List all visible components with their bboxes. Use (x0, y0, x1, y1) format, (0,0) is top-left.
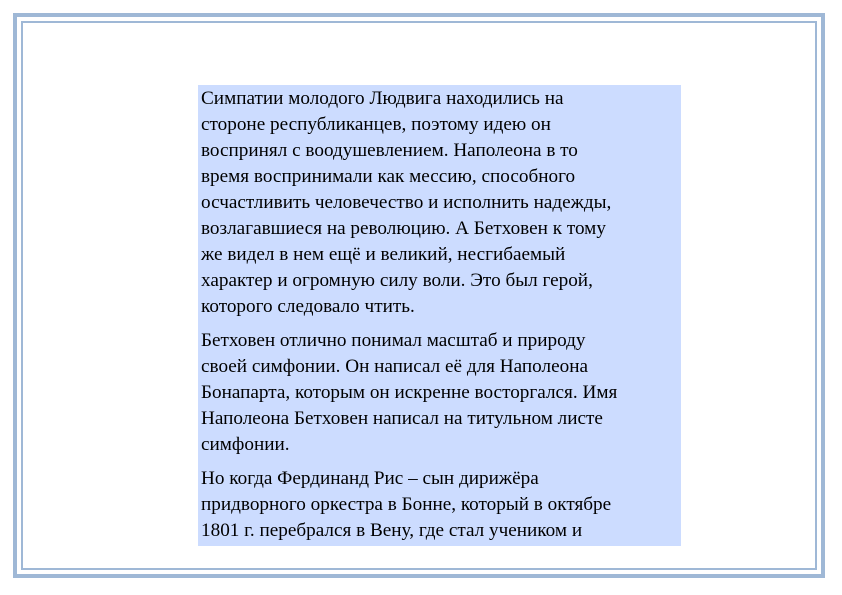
paragraph-3: Но когда Фердинанд Рис – сын дирижёра придворного оркестра в Бонне, который в октябре 1801 г. перебрался в Вену, где стал учеником и (201, 468, 612, 541)
text-block (198, 85, 681, 546)
paragraph-2: Бетховен отлично понимал масштаб и природу своей симфонии. Он написал её для Наполеона Бонапарта, которым он искренне восторгался. Имя Наполеона Бетховен написал на титульном листе симфонии. (201, 330, 618, 455)
paragraph-1: Симпатии молодого Людвига находились на стороне республиканцев, поэтому идею он воспринял с воодушевлением. Наполеона в то время воспринимали как мессию, способного осчастливить человечество и исполнить надежды, возлагавшиеся на революцию. А Бетховен к тому же видел в нем ещё и великий, несгибаемый характер и огромную силу воли. Это был герой, которого следовало чтить. (201, 88, 612, 317)
